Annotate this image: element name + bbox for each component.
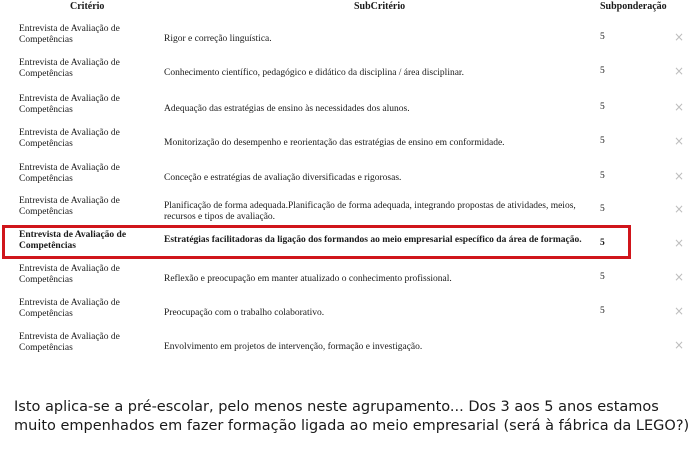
subponderacao-cell: 5 [600,306,605,316]
criterio-cell: Entrevista de Avaliação de Competências [19,58,120,79]
criterio-cell: Entrevista de Avaliação de Competências [19,196,120,217]
comment-text: Isto aplica-se a pré-escolar, pelo menos neste agrupamento... Dos 3 aos 5 anos estamos muito empenhados em fazer formação ligada ao meio empresarial (será à fábrica da LEGO?) [14,399,690,434]
subcriterio-cell: Planificação de forma adequada.Planificação de forma adequada, integrando propostas de atividades, meios, recursos e tipos de avaliação. [164,201,576,222]
header-criterio: Critério [70,1,105,12]
table-row [0,332,700,366]
subponderacao-cell: 5 [600,171,605,181]
criterio-cell: Entrevista de Avaliação de Competências [19,128,120,149]
table-row [0,94,700,128]
subponderacao-cell: 5 [600,66,605,76]
table-row [0,264,700,298]
table-row [0,163,700,197]
subcriterio-cell: Reflexão e preocupação em manter atualizado o conhecimento profissional. [164,274,452,284]
delete-icon[interactable]: × [674,304,685,318]
highlight-box [2,225,631,259]
delete-icon[interactable]: × [674,202,685,216]
criterio-cell: Entrevista de Avaliação de Competências [19,332,120,353]
table-header [0,0,700,20]
criterio-cell: Entrevista de Avaliação de Competências [19,230,127,251]
criterio-cell: Entrevista de Avaliação de Competências [19,94,120,115]
subcriterio-cell: Estratégias facilitadoras da ligação dos formandos ao meio empresarial específico da área de formação. [164,235,582,245]
subponderacao-cell: 5 [600,102,605,112]
table-row [0,298,700,332]
delete-icon[interactable]: × [674,338,685,352]
delete-icon[interactable]: × [674,270,685,284]
header-subcriterio: SubCritério [354,1,406,12]
table-row [0,58,700,92]
subponderacao-cell: 5 [600,204,605,214]
criterio-cell: Entrevista de Avaliação de Competências [19,298,120,319]
criterio-cell: Entrevista de Avaliação de Competências [19,24,120,45]
table-row [0,24,700,58]
delete-icon[interactable]: × [674,169,685,183]
subcriterio-cell: Monitorização do desempenho e reorientação das estratégias de ensino em conformidade. [164,138,505,148]
subcriterio-cell: Envolvimento em projetos de intervenção, formação e investigação. [164,342,423,352]
delete-icon[interactable]: × [674,134,685,148]
delete-icon[interactable]: × [674,236,685,250]
subponderacao-cell: 5 [600,32,605,42]
delete-icon[interactable]: × [674,64,685,78]
subcriterio-cell: Conceção e estratégias de avaliação diversificadas e rigorosas. [164,173,402,183]
criterio-cell: Entrevista de Avaliação de Competências [19,163,120,184]
delete-icon[interactable]: × [674,100,685,114]
criterio-cell: Entrevista de Avaliação de Competências [19,264,120,285]
delete-icon[interactable]: × [674,30,685,44]
subcriterio-cell: Conhecimento científico, pedagógico e didático da disciplina / área disciplinar. [164,68,464,78]
subponderacao-cell: 5 [600,238,605,248]
subcriterio-cell: Adequação das estratégias de ensino às necessidades dos alunos. [164,104,410,114]
header-subponderacao: Subponderação [600,1,667,12]
subponderacao-cell: 5 [600,136,605,146]
subcriterio-cell: Preocupação com o trabalho colaborativo. [164,308,325,318]
subcriterio-cell: Rigor e correção linguística. [164,34,272,44]
table-row [0,128,700,162]
subponderacao-cell: 5 [600,272,605,282]
